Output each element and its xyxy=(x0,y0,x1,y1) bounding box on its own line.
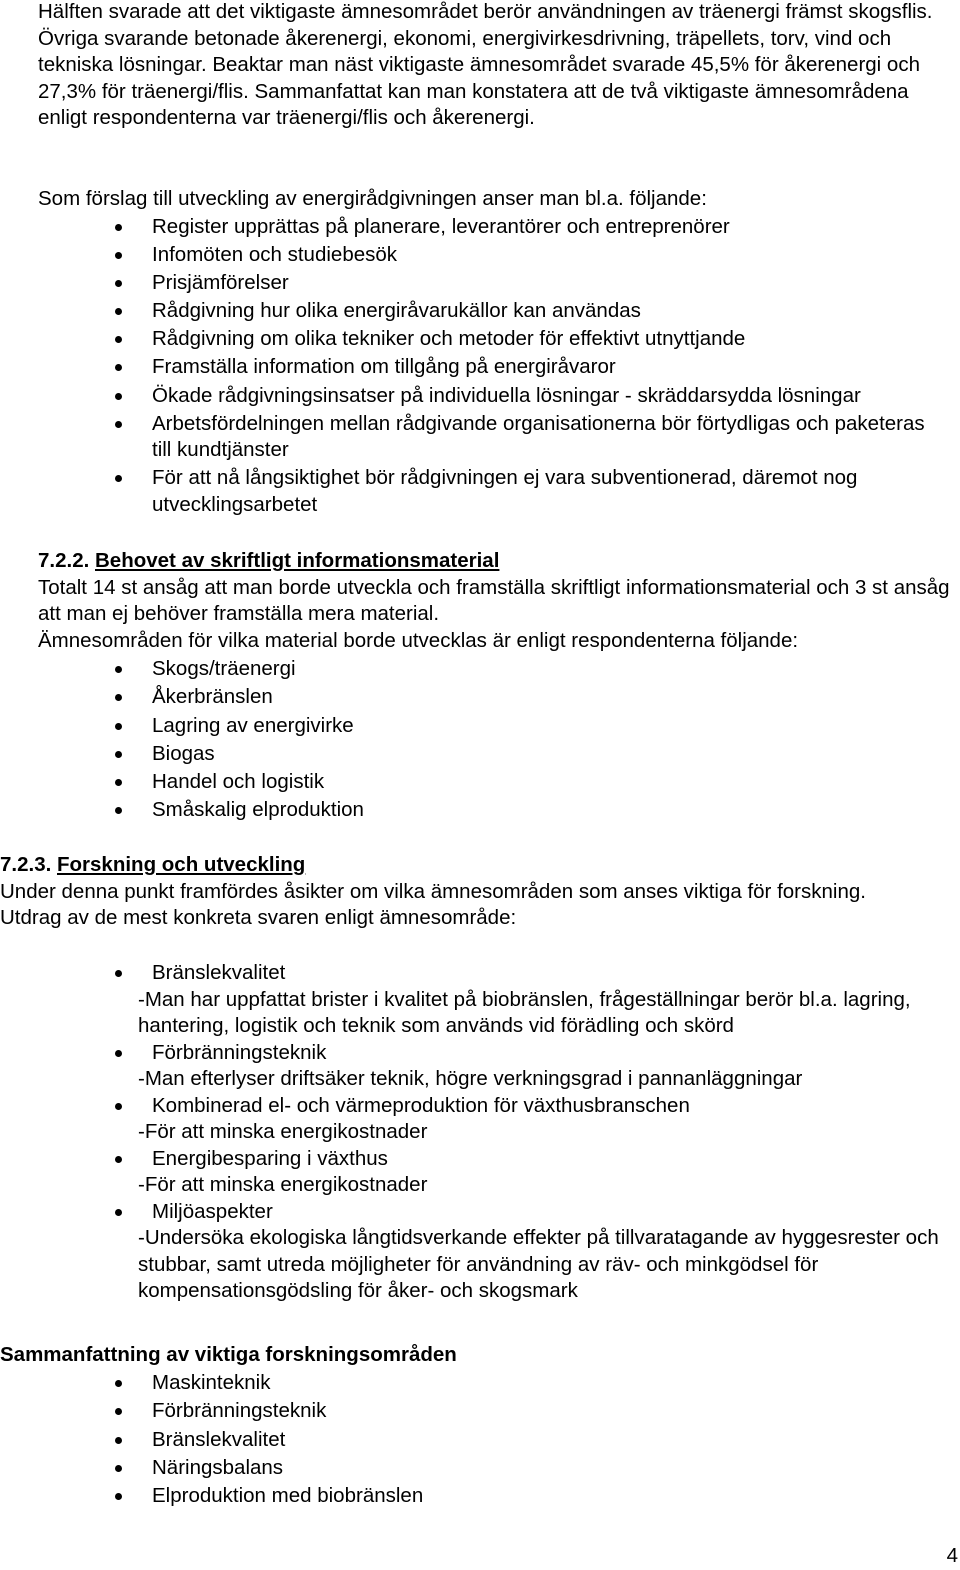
section-title: Behovet av skriftligt informationsmaterial xyxy=(95,549,500,572)
section-number: 7.2.2. xyxy=(38,549,90,572)
paragraph-text: Utdrag av de mest konkreta svaren enligt ämnesområde: xyxy=(0,906,517,929)
list-item xyxy=(152,713,852,740)
bullet-icon xyxy=(115,807,122,814)
list-item-text: Förbränningsteknik xyxy=(152,1399,327,1423)
list-item xyxy=(152,326,960,353)
list-item xyxy=(152,1427,752,1454)
list-item xyxy=(152,1398,752,1425)
bullet-icon xyxy=(115,308,122,315)
section-7-2-3 xyxy=(0,852,920,932)
bullet-icon xyxy=(115,723,122,730)
topic-detail: -Undersöka ekologiska långtidsverkande effekter på tillvaratagande av hyggesrester och stubbar, samt utreda möjligheter för användning av räv- och minkgödsel för kompensationsgödsling för åker- och skogsmark xyxy=(138,1226,939,1302)
bullet-icon xyxy=(115,1437,122,1444)
bullet-icon xyxy=(115,1103,122,1110)
bullet-icon xyxy=(115,970,122,977)
bullet-icon xyxy=(115,694,122,701)
list-item-text: Prisjämförelser xyxy=(152,271,289,295)
list-item-text: Rådgivning hur olika energiråvarukällor kan användas xyxy=(152,299,641,323)
list-item xyxy=(138,1093,938,1146)
bullet-icon xyxy=(115,421,122,428)
bullet-icon xyxy=(115,475,122,482)
list-item xyxy=(152,298,960,325)
paragraph-text: Som förslag till utveckling av energirådgivningen anser man bl.a. följande: xyxy=(38,187,707,210)
list-item-text: Framställa information om tillgång på energiråvaror xyxy=(152,355,616,379)
section-7-2-2 xyxy=(38,548,953,654)
list-item-text: Åkerbränslen xyxy=(152,685,273,709)
proposal-intro xyxy=(38,186,953,213)
list-item-text: Infomöten och studiebesök xyxy=(152,243,398,267)
bullet-icon xyxy=(115,364,122,371)
list-item xyxy=(152,242,960,269)
list-item xyxy=(152,1370,752,1397)
list-item xyxy=(138,1040,938,1093)
material-topics-list xyxy=(152,656,852,826)
paragraph-text: Hälften svarade att det viktigaste ämnesområdet berör användningen av träenergi främst skogsflis. Övriga svarande betonade åkerenergi, ekonomi, energivirkesdrivning, träpellets, torv, vind och tekniska lösningar. Beaktar man näst viktigaste ämnesområdet svarade 45,5% för åkerenergi och 27,3% för träenergi/flis. Sammanfattat kan man konstatera att de två viktigaste ämnesområdena enligt respondenterna var träenergi/flis och åkerenergi. xyxy=(38,0,933,129)
list-item xyxy=(152,741,852,768)
list-item-text: Arbetsfördelningen mellan rådgivande organisationerna bör förtydligas och paketeras till kundtjänster xyxy=(152,411,925,462)
bullet-icon xyxy=(115,252,122,259)
summary-section xyxy=(0,1342,700,1369)
bullet-icon xyxy=(115,1465,122,1472)
list-item xyxy=(152,1483,752,1510)
bullet-icon xyxy=(115,666,122,673)
bullet-icon xyxy=(115,1380,122,1387)
list-item-text: Näringsbalans xyxy=(152,1455,284,1479)
topic-title: Bränslekvalitet xyxy=(152,961,286,984)
section-heading xyxy=(0,852,920,879)
bullet-icon xyxy=(115,751,122,758)
section-heading: Sammanfattning av viktiga forskningsområden xyxy=(0,1343,457,1366)
list-item-text: Lagring av energivirke xyxy=(152,713,354,737)
summary-list xyxy=(152,1370,752,1511)
proposal-list xyxy=(152,214,960,520)
topic-title: Miljöaspekter xyxy=(152,1199,273,1223)
page-number: 4 xyxy=(946,1544,958,1567)
list-item-text: Bränslekvalitet xyxy=(152,1427,286,1451)
topic-title: Energibesparing i växthus xyxy=(152,1146,388,1170)
intro-paragraph xyxy=(38,0,953,132)
list-item xyxy=(138,960,938,1040)
list-item xyxy=(152,684,852,711)
paragraph-text: Ämnesområden för vilka material borde utvecklas är enligt respondenterna följande: xyxy=(38,628,799,652)
list-item xyxy=(152,465,932,518)
list-item-text: Ökade rådgivningsinsatser på individuella lösningar - skräddarsydda lösningar xyxy=(152,383,861,407)
list-item-text: Handel och logistik xyxy=(152,770,325,794)
bullet-icon xyxy=(115,1050,122,1057)
research-topics-list xyxy=(138,960,938,1305)
topic-detail: -För att minska energikostnader xyxy=(138,1120,428,1143)
topic-title: Kombinerad el- och värmeproduktion för växthusbranschen xyxy=(152,1093,690,1117)
list-item-text: För att nå långsiktighet bör rådgivningen ej vara subventionerad, däremot nog utvecklingsarbetet xyxy=(152,466,858,516)
bullet-icon xyxy=(115,1156,122,1163)
paragraph-text: Totalt 14 st ansåg att man borde utveckla och framställa skriftligt informationsmaterial och 3 st ansåg att man ej behöver framställa mera material. xyxy=(38,575,950,625)
list-item-text: Elproduktion med biobränslen xyxy=(152,1484,424,1508)
list-item xyxy=(152,656,852,683)
bullet-icon xyxy=(115,779,122,786)
list-item xyxy=(152,769,852,796)
bullet-icon xyxy=(115,224,122,231)
list-item xyxy=(138,1199,938,1305)
bullet-icon xyxy=(115,280,122,287)
bullet-icon xyxy=(115,1408,122,1415)
topic-title: Förbränningsteknik xyxy=(152,1040,327,1064)
list-item-text: Rådgivning om olika tekniker och metoder för effektivt utnyttjande xyxy=(152,327,746,351)
section-title: Forskning och utveckling xyxy=(57,853,306,876)
list-item-text: Maskinteknik xyxy=(152,1371,271,1394)
section-heading xyxy=(38,548,953,575)
list-item xyxy=(152,354,960,381)
list-item xyxy=(152,383,960,410)
topic-detail: -Man efterlyser driftsäker teknik, högre verkningsgrad i pannanläggningar xyxy=(138,1067,803,1090)
topic-detail: -Man har uppfattat brister i kvalitet på biobränslen, frågeställningar berör bl.a. lagring, hantering, logistik och teknik som används vid förädling och skörd xyxy=(138,987,911,1037)
bullet-icon xyxy=(115,1493,122,1500)
list-item xyxy=(152,214,960,241)
list-item-text: Biogas xyxy=(152,741,215,765)
list-item-text: Register upprättas på planerare, leverantörer och entreprenörer xyxy=(152,215,730,238)
list-item xyxy=(152,270,960,297)
list-item xyxy=(152,411,932,464)
bullet-icon xyxy=(115,336,122,343)
bullet-icon xyxy=(115,393,122,400)
list-item xyxy=(138,1146,938,1199)
list-item xyxy=(152,1455,752,1482)
list-item-text: Småskalig elproduktion xyxy=(152,798,364,822)
bullet-icon xyxy=(115,1209,122,1216)
section-number: 7.2.3. xyxy=(0,853,52,876)
list-item-text: Skogs/träenergi xyxy=(152,657,296,680)
list-item xyxy=(152,797,852,824)
paragraph-text: Under denna punkt framfördes åsikter om vilka ämnesområden som anses viktiga för forskning. xyxy=(0,879,866,903)
topic-detail: -För att minska energikostnader xyxy=(138,1173,428,1196)
